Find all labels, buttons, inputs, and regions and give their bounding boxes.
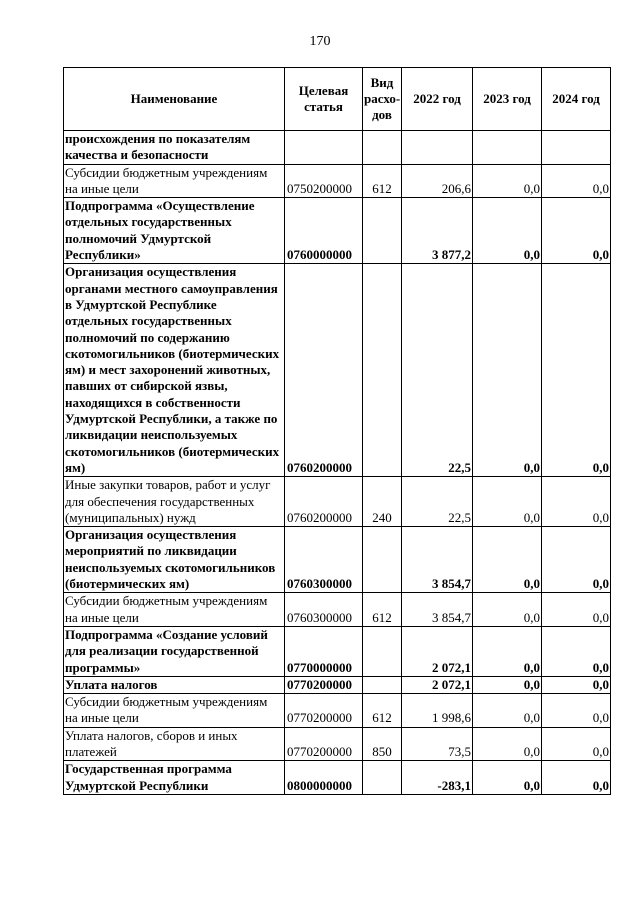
cell-2023: 0,0 (473, 593, 542, 627)
cell-2023: 0,0 (473, 164, 542, 198)
cell-target-article: 0750200000 (285, 164, 363, 198)
cell-2022: -283,1 (402, 761, 473, 795)
table-row (64, 694, 611, 728)
cell-2023: 0,0 (473, 264, 542, 477)
table-row (64, 164, 611, 198)
cell-2023: 0,0 (473, 727, 542, 761)
cell-2022: 22,5 (402, 264, 473, 477)
cell-target-article: 0770200000 (285, 676, 363, 693)
cell-name: Организация осуществления органами местного самоуправления в Удмуртской Республике отдельных государственных полномочий по содержанию скотомогильников (биотермических ям) и мест захоронений животных, павших от сибирской язвы, находящихся в собственности Удмуртской Республики, а также по ликвидации неиспользуемых скотомогильников (биотермических ям) (64, 264, 285, 477)
cell-target-article: 0760300000 (285, 593, 363, 627)
cell-2024: 0,0 (542, 264, 611, 477)
cell-2022: 206,6 (402, 164, 473, 198)
cell-target-article (285, 131, 363, 165)
cell-2024 (542, 131, 611, 165)
cell-name: Иные закупки товаров, работ и услуг для обеспечения государственных (муниципальных) нужд (64, 477, 285, 527)
cell-expense-type: 240 (363, 477, 402, 527)
cell-2024: 0,0 (542, 527, 611, 593)
cell-target-article: 0760200000 (285, 477, 363, 527)
table-row (64, 264, 611, 477)
cell-2022: 3 854,7 (402, 527, 473, 593)
cell-2023: 0,0 (473, 626, 542, 676)
cell-name: Субсидии бюджетным учреждениям на иные цели (64, 164, 285, 198)
header-expense-type: Вид расхо-дов (363, 68, 402, 131)
cell-2022: 2 072,1 (402, 626, 473, 676)
table-body (64, 131, 611, 795)
cell-name: Уплата налогов, сборов и иных платежей (64, 727, 285, 761)
cell-target-article: 0760000000 (285, 198, 363, 264)
cell-name: Подпрограмма «Создание условий для реализации государственной программы» (64, 626, 285, 676)
cell-target-article: 0800000000 (285, 761, 363, 795)
cell-expense-type (363, 527, 402, 593)
header-row (64, 68, 611, 131)
cell-2023: 0,0 (473, 527, 542, 593)
cell-2022: 3 877,2 (402, 198, 473, 264)
cell-2022: 22,5 (402, 477, 473, 527)
cell-2024: 0,0 (542, 761, 611, 795)
header-year-2024: 2024 год (542, 68, 611, 131)
cell-2023: 0,0 (473, 694, 542, 728)
cell-expense-type (363, 626, 402, 676)
header-name: Наименование (64, 68, 285, 131)
cell-2023: 0,0 (473, 761, 542, 795)
cell-2022: 2 072,1 (402, 676, 473, 693)
cell-expense-type (363, 131, 402, 165)
cell-name: Подпрограмма «Осуществление отдельных государственных полномочий Удмуртской Республики» (64, 198, 285, 264)
table-row (64, 198, 611, 264)
table-row (64, 676, 611, 693)
budget-table (63, 67, 611, 795)
cell-target-article: 0770200000 (285, 727, 363, 761)
header-year-2023: 2023 год (473, 68, 542, 131)
table-row (64, 527, 611, 593)
cell-2023: 0,0 (473, 676, 542, 693)
cell-2022 (402, 131, 473, 165)
cell-name: Организация осуществления мероприятий по ликвидации неиспользуемых скотомогильников (биотермических ям) (64, 527, 285, 593)
cell-expense-type (363, 264, 402, 477)
cell-2024: 0,0 (542, 626, 611, 676)
budget-table-container (63, 67, 611, 795)
table-row (64, 727, 611, 761)
cell-2023: 0,0 (473, 477, 542, 527)
cell-expense-type (363, 676, 402, 693)
table-row (64, 761, 611, 795)
cell-target-article: 0770000000 (285, 626, 363, 676)
page-number: 170 (309, 34, 331, 49)
cell-2022: 1 998,6 (402, 694, 473, 728)
header-target-article: Целевая статья (285, 68, 363, 131)
cell-2024: 0,0 (542, 164, 611, 198)
cell-name: Уплата налогов (64, 676, 285, 693)
cell-target-article: 0760200000 (285, 264, 363, 477)
cell-name: Субсидии бюджетным учреждениям на иные цели (64, 694, 285, 728)
cell-expense-type (363, 198, 402, 264)
cell-2024: 0,0 (542, 694, 611, 728)
cell-2022: 3 854,7 (402, 593, 473, 627)
cell-expense-type: 612 (363, 164, 402, 198)
cell-name: происхождения по показателям качества и безопасности (64, 131, 285, 165)
cell-target-article: 0770200000 (285, 694, 363, 728)
cell-name: Государственная программа Удмуртской Республики (64, 761, 285, 795)
cell-target-article: 0760300000 (285, 527, 363, 593)
cell-2024: 0,0 (542, 198, 611, 264)
cell-2023 (473, 131, 542, 165)
cell-expense-type: 850 (363, 727, 402, 761)
cell-2024: 0,0 (542, 727, 611, 761)
cell-2023: 0,0 (473, 198, 542, 264)
table-row (64, 593, 611, 627)
table-row (64, 626, 611, 676)
table-row (64, 477, 611, 527)
cell-2024: 0,0 (542, 676, 611, 693)
cell-2022: 73,5 (402, 727, 473, 761)
cell-2024: 0,0 (542, 593, 611, 627)
header-year-2022: 2022 год (402, 68, 473, 131)
cell-name: Субсидии бюджетным учреждениям на иные цели (64, 593, 285, 627)
cell-expense-type: 612 (363, 694, 402, 728)
table-row (64, 131, 611, 165)
cell-expense-type: 612 (363, 593, 402, 627)
cell-expense-type (363, 761, 402, 795)
cell-2024: 0,0 (542, 477, 611, 527)
